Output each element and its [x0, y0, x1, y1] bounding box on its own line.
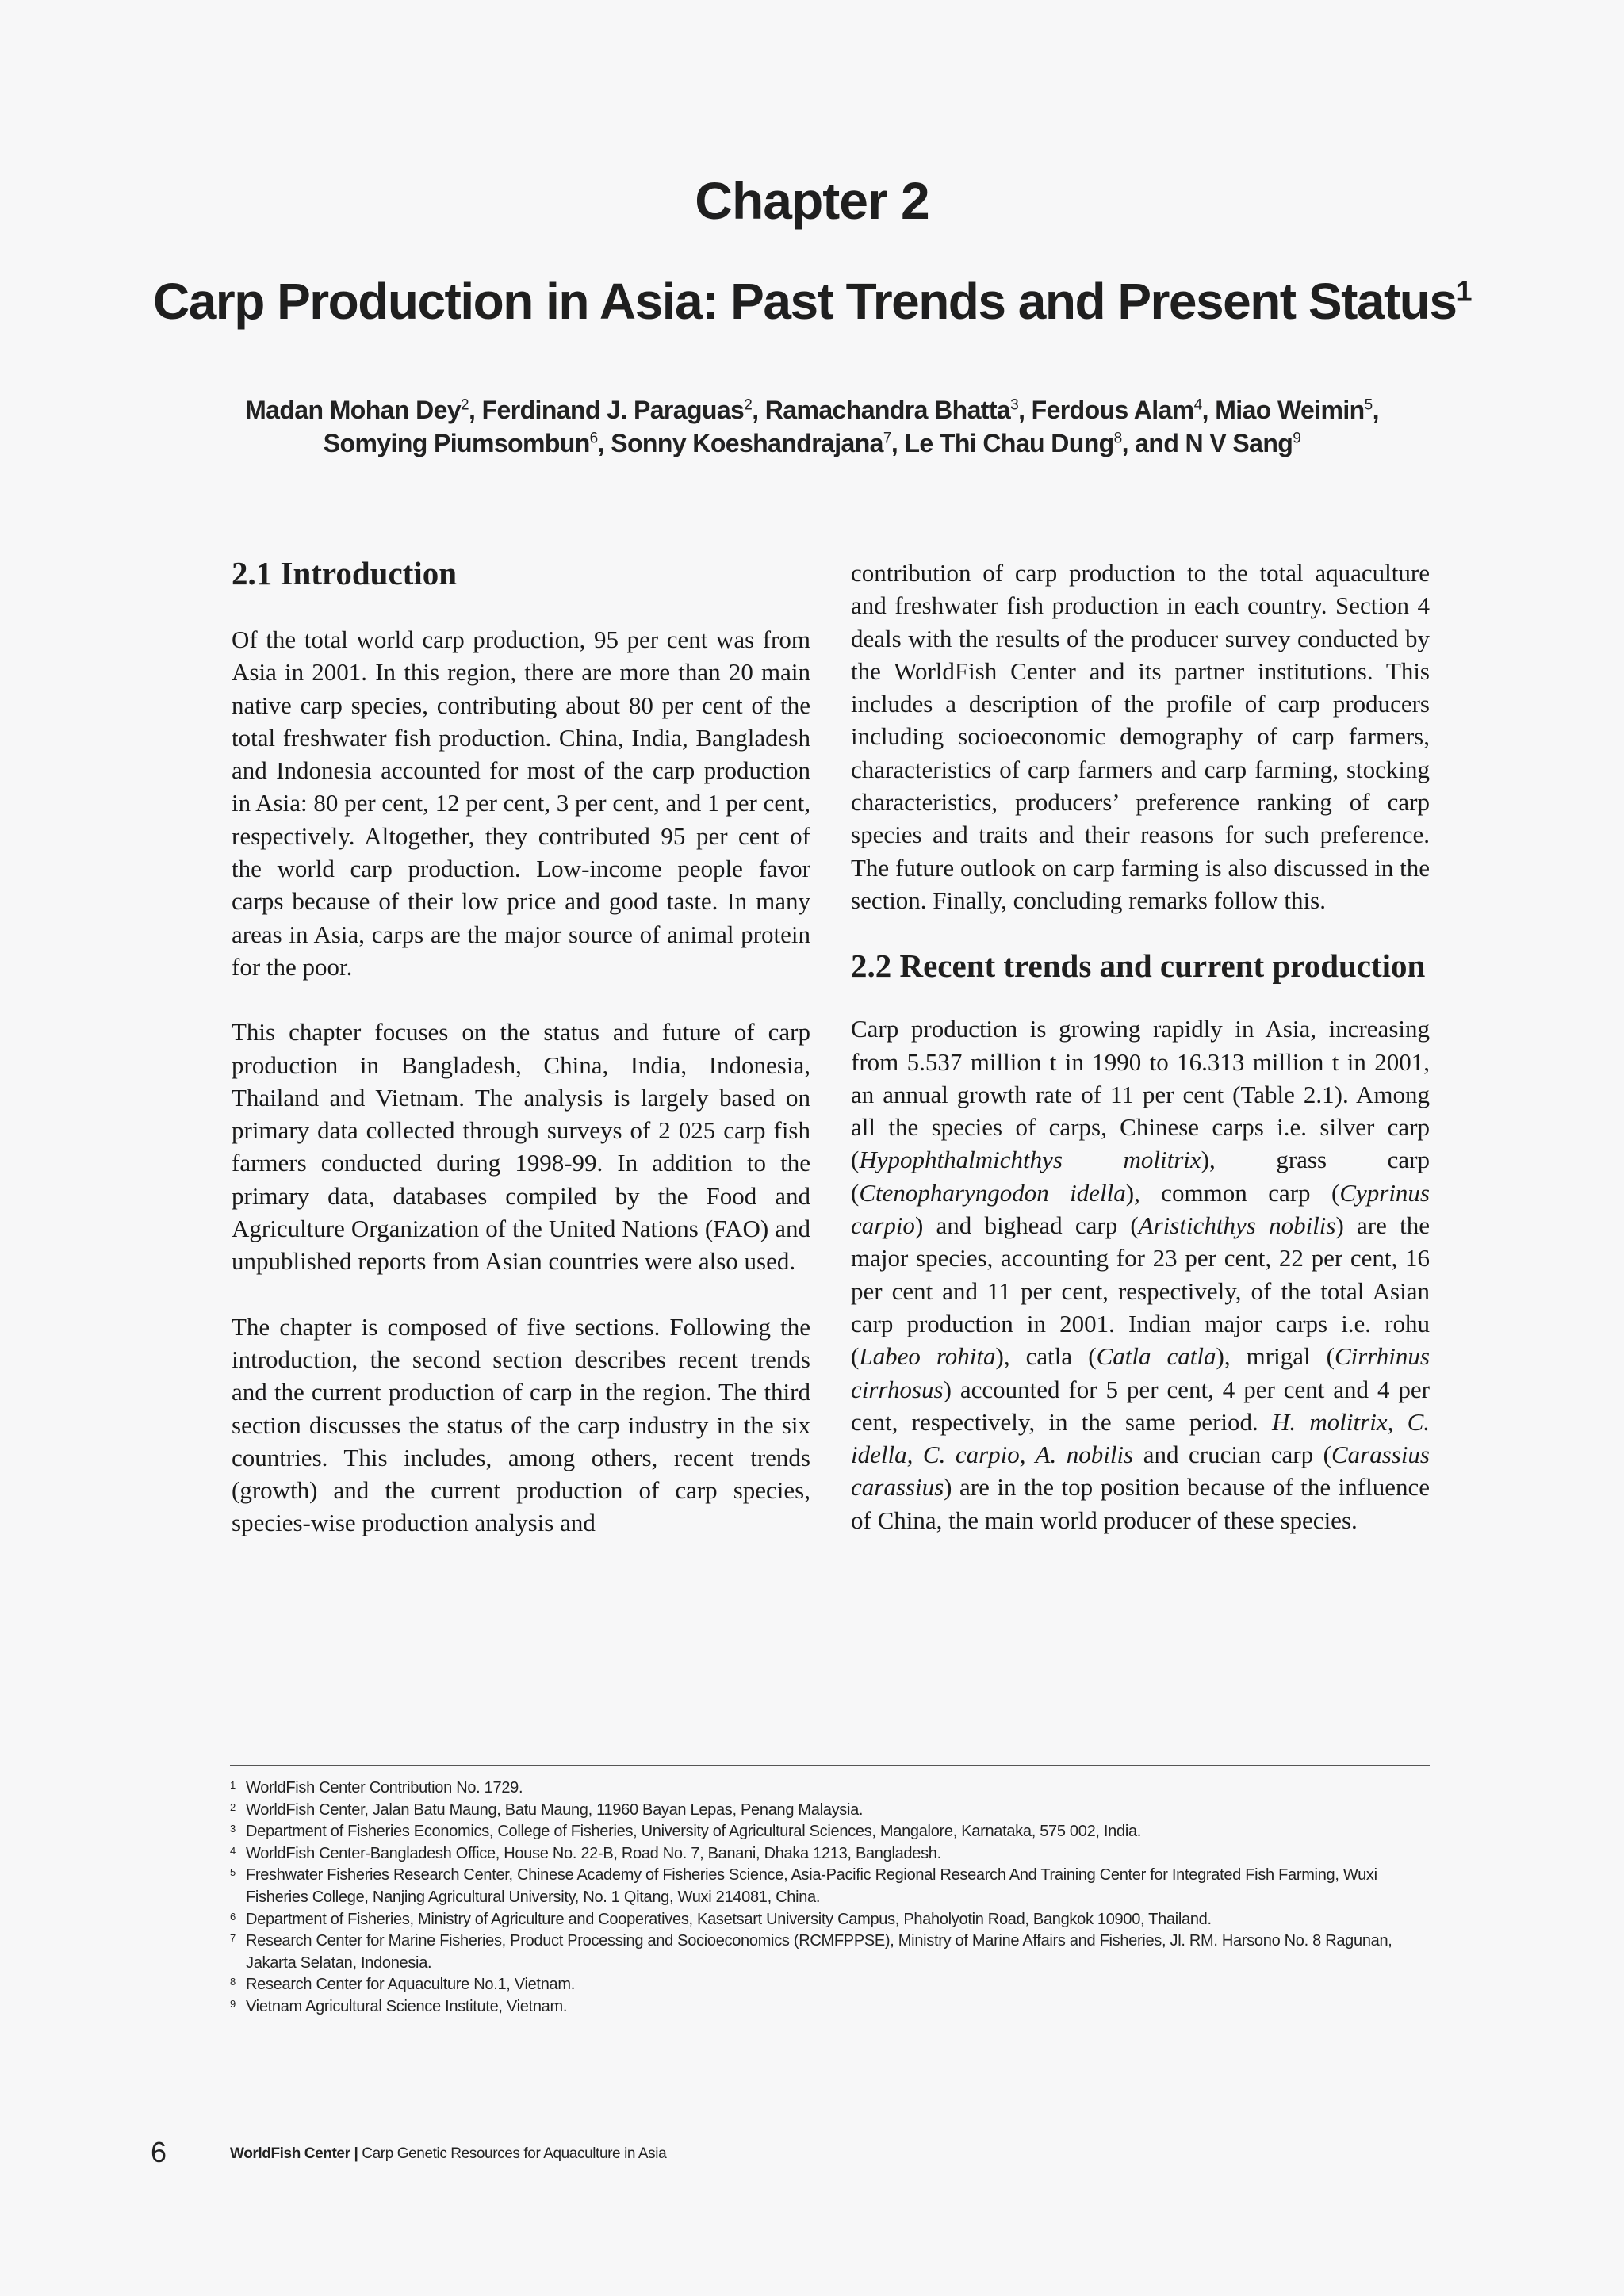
footnote-text: WorldFish Center Contribution No. 1729.: [246, 1779, 523, 1797]
paragraph: This chapter focuses on the status and future of carp production in Bangladesh, China, India, Indonesia, Thailand and Vietnam. The analysis is largely based on primary data collected through surveys of 2 025 carp fish farmers conducted during 1998-99. In addition to the primary data, databases compiled by the Food and Agriculture Organization of the United Nations (FAO) and unpublished reports from Asian countries were also used.: [232, 1018, 810, 1276]
author-note-ref[interactable]: 3: [1010, 396, 1019, 414]
species-name: Labeo rohita: [859, 1342, 996, 1371]
footnote-number: 7: [230, 1932, 236, 1945]
footnote-text: Department of Fisheries Economics, College of Fisheries, University of Agricultural Sciences, Mangalore, Karnataka, 575 002, India.: [246, 1823, 1142, 1841]
author-note-ref[interactable]: 5: [1364, 396, 1373, 414]
author: Miao Weimin: [1215, 396, 1365, 424]
species-name: Ctenopharyngodon idella: [859, 1178, 1126, 1207]
author-line-1: Madan Mohan Dey$^2$, Ferdinand J. Paraguas$^2$, Ramachandra Bhatta$^3$, Ferdous Alam$^4$, Miao Weimin$^5$,: [245, 396, 1379, 424]
footnote-text: WorldFish Center, Jalan Batu Maung, Batu Maung, 11960 Bayan Lepas, Penang Malaysia.: [246, 1800, 864, 1819]
footer-publisher: WorldFish Center: [230, 2145, 350, 2162]
footnote-number: 2: [230, 1800, 236, 1813]
author: Ferdous Alam: [1031, 396, 1194, 424]
footnote-item: [230, 1777, 1435, 1800]
footnote-text: Research Center for Aquaculture No.1, Vietnam.: [246, 1976, 575, 1994]
author: Ferdinand J. Paraguas: [481, 396, 745, 424]
section-heading-recent-trends: 2.2 Recent trends and current production: [851, 947, 1426, 985]
text-run: Carp production is growing rapidly in Asia, increasing from 5.537 million t in 1990 to 16.313 million t in 2001, an annual growth rate of 11 per cent (Table 2.1). Among all the species of carps, Chinese carps i.e. silver carp (: [851, 1015, 1430, 1174]
footnote-item: [230, 1843, 1435, 1866]
chapter-title: [0, 273, 1624, 330]
paragraph: contribution of carp production to the total aquaculture and freshwater fish production in each country. Section 4 deals with the results of the producer survey conducted by the WorldFish Center and its partner institutions. This includes a description of the profile of carp producers including socioeconomic demography of carp farmers, characteristics of carp farmers and carp farming, stocking characteristics, producers’ preference ranking of carp species and traits and their reasons for such preference. The future outlook on carp farming is also discussed in the section. Finally, concluding remarks follow this.: [851, 559, 1430, 914]
page-number: 6: [151, 2136, 167, 2168]
author: Sonny Koeshandrajana: [611, 429, 883, 457]
footnote-text: Department of Fisheries, Ministry of Agriculture and Cooperatives, Kasetsart University Campus, Phaholyotin Road, Bangkok 10900, Thailand.: [246, 1910, 1212, 1928]
text-run: ), common carp (: [1125, 1178, 1340, 1207]
text-run: ) are in the top position because of the influence of China, the main world producer of these species.: [851, 1473, 1430, 1534]
footnote-text: Freshwater Fisheries Research Center, Chinese Academy of Fisheries Science, Asia-Pacific Regional Research And Training Center for Integrated Fish Farming, Wuxi Fisheries College, Nanjing Agricultural University, No. 1 Qitang, Wuxi 214081, China.: [246, 1866, 1377, 1906]
text-run: ) and bighead carp (: [914, 1211, 1139, 1240]
species-name: Aristichthys nobilis: [1138, 1211, 1336, 1240]
text-run: ) accounted for 5 per cent, 4 per cent and 4 per cent, respectively, in the same period.: [851, 1375, 1430, 1436]
species-name: Hypophthalmichthys molitrix: [859, 1146, 1201, 1174]
text-run: and crucian carp (: [1133, 1441, 1331, 1469]
footnote-number: 1: [230, 1779, 236, 1791]
footnote-item: [230, 1865, 1435, 1908]
author: Madan Mohan Dey: [245, 396, 462, 424]
footnote-number: 9: [230, 1997, 236, 2010]
author-line-2: Somying Piumsombun$^6$, Sonny Koeshandrajana$^7$, Le Thi Chau Dung$^8$, and N V Sang$^9$: [323, 429, 1301, 457]
species-name: Cyprinus carpio: [851, 1178, 1430, 1240]
footer-separator: |: [350, 2145, 362, 2162]
paragraph: Of the total world carp production, 95 per cent was from Asia in 2001. In this region, there are more than 20 main native carp species, contributing about 80 per cent of the total freshwater fish production. China, India, Bangladesh and Indonesia accounted for most of the carp production in Asia: 80 per cent, 12 per cent, 3 per cent, and 1 per cent, respectively. Altogether, they contributed 95 per cent of the world carp production. Low-income people favor carps because of their low price and good taste. In many areas in Asia, carps are the major source of animal protein for the poor.: [232, 626, 810, 981]
species-name: Carassius carassius: [851, 1441, 1430, 1502]
species-name: H. molitrix, C. idella, C. carpio, A. nobilis: [851, 1407, 1430, 1469]
footnote-number: 8: [230, 1976, 236, 1988]
author-note-ref[interactable]: 6: [589, 430, 598, 447]
footnote-item: [230, 1800, 1435, 1822]
footnote-item: [230, 1821, 1435, 1843]
footnote-number: 5: [230, 1866, 236, 1879]
author-note-ref[interactable]: 2: [461, 396, 469, 414]
text-run: ), grass carp (: [851, 1146, 1430, 1207]
author: Ramachandra Bhatta: [764, 396, 1011, 424]
footnote-item: [230, 1996, 1435, 2019]
author-note-ref[interactable]: 7: [883, 430, 891, 447]
text-run: ), mrigal (: [1216, 1342, 1335, 1371]
author: Le Thi Chau Dung: [904, 429, 1114, 457]
footnote-number: 3: [230, 1823, 236, 1835]
footnote-text: Research Center for Marine Fisheries, Product Processing and Socioeconomics (RCMFPPSE), Ministry of Marine Affairs and Fisheries, Jl. RM. Harsono No. 8 Ragunan, Jakarta Selatan, Indonesia.: [246, 1932, 1392, 1972]
footnotes: [230, 1777, 1435, 2019]
footnote-item: [230, 1931, 1435, 1974]
author-list: [0, 393, 1624, 460]
species-name: Cirrhinus cirrhosus: [851, 1342, 1430, 1403]
section-heading-introduction: 2.1 Introduction: [232, 555, 458, 591]
footnote-item: [230, 1974, 1435, 1996]
footnote-text: WorldFish Center-Bangladesh Office, House No. 22-B, Road No. 7, Banani, Dhaka 1213, Bangladesh.: [246, 1844, 941, 1862]
footnote-text: Vietnam Agricultural Science Institute, Vietnam.: [246, 1997, 568, 2015]
running-footer: [230, 2145, 666, 2163]
text-run: ) are the major species, accounting for 23 per cent, 22 per cent, 16 per cent and 11 per cent, respectively, of the total Asian carp production in 2001. Indian major carps i.e. rohu (: [851, 1211, 1430, 1371]
left-column: [232, 557, 810, 1572]
author-note-ref[interactable]: 9: [1293, 430, 1301, 447]
paragraph: The chapter is composed of five sections. Following the introduction, the second section describes recent trends and the current production of carp in the region. The third section discusses the status of the carp industry in the six countries. This includes, among others, recent trends (growth) and the current production of carp species, species-wise production analysis and: [232, 1312, 810, 1537]
paragraph: [851, 1012, 1430, 1536]
author: and N V Sang: [1135, 429, 1293, 457]
chapter-label: Chapter 2: [695, 171, 929, 230]
footnote-number: 4: [230, 1844, 236, 1857]
author-note-ref[interactable]: 8: [1113, 430, 1122, 447]
title-footnote-ref[interactable]: 1: [1456, 274, 1472, 308]
text-run: ), catla (: [995, 1342, 1097, 1371]
author-note-ref[interactable]: 4: [1193, 396, 1202, 414]
right-column: [851, 557, 1430, 1569]
footnote-number: 6: [230, 1910, 236, 1923]
species-name: Catla catla: [1096, 1342, 1216, 1371]
footer-book-title: Carp Genetic Resources for Aquaculture in Asia: [362, 2145, 667, 2162]
footnote-divider: [230, 1765, 1430, 1766]
author: Somying Piumsombun: [323, 429, 590, 457]
author-note-ref[interactable]: 2: [744, 396, 753, 414]
chapter-title-text: Carp Production in Asia: Past Trends and Present Status: [152, 273, 1457, 330]
footnote-item: [230, 1909, 1435, 1931]
